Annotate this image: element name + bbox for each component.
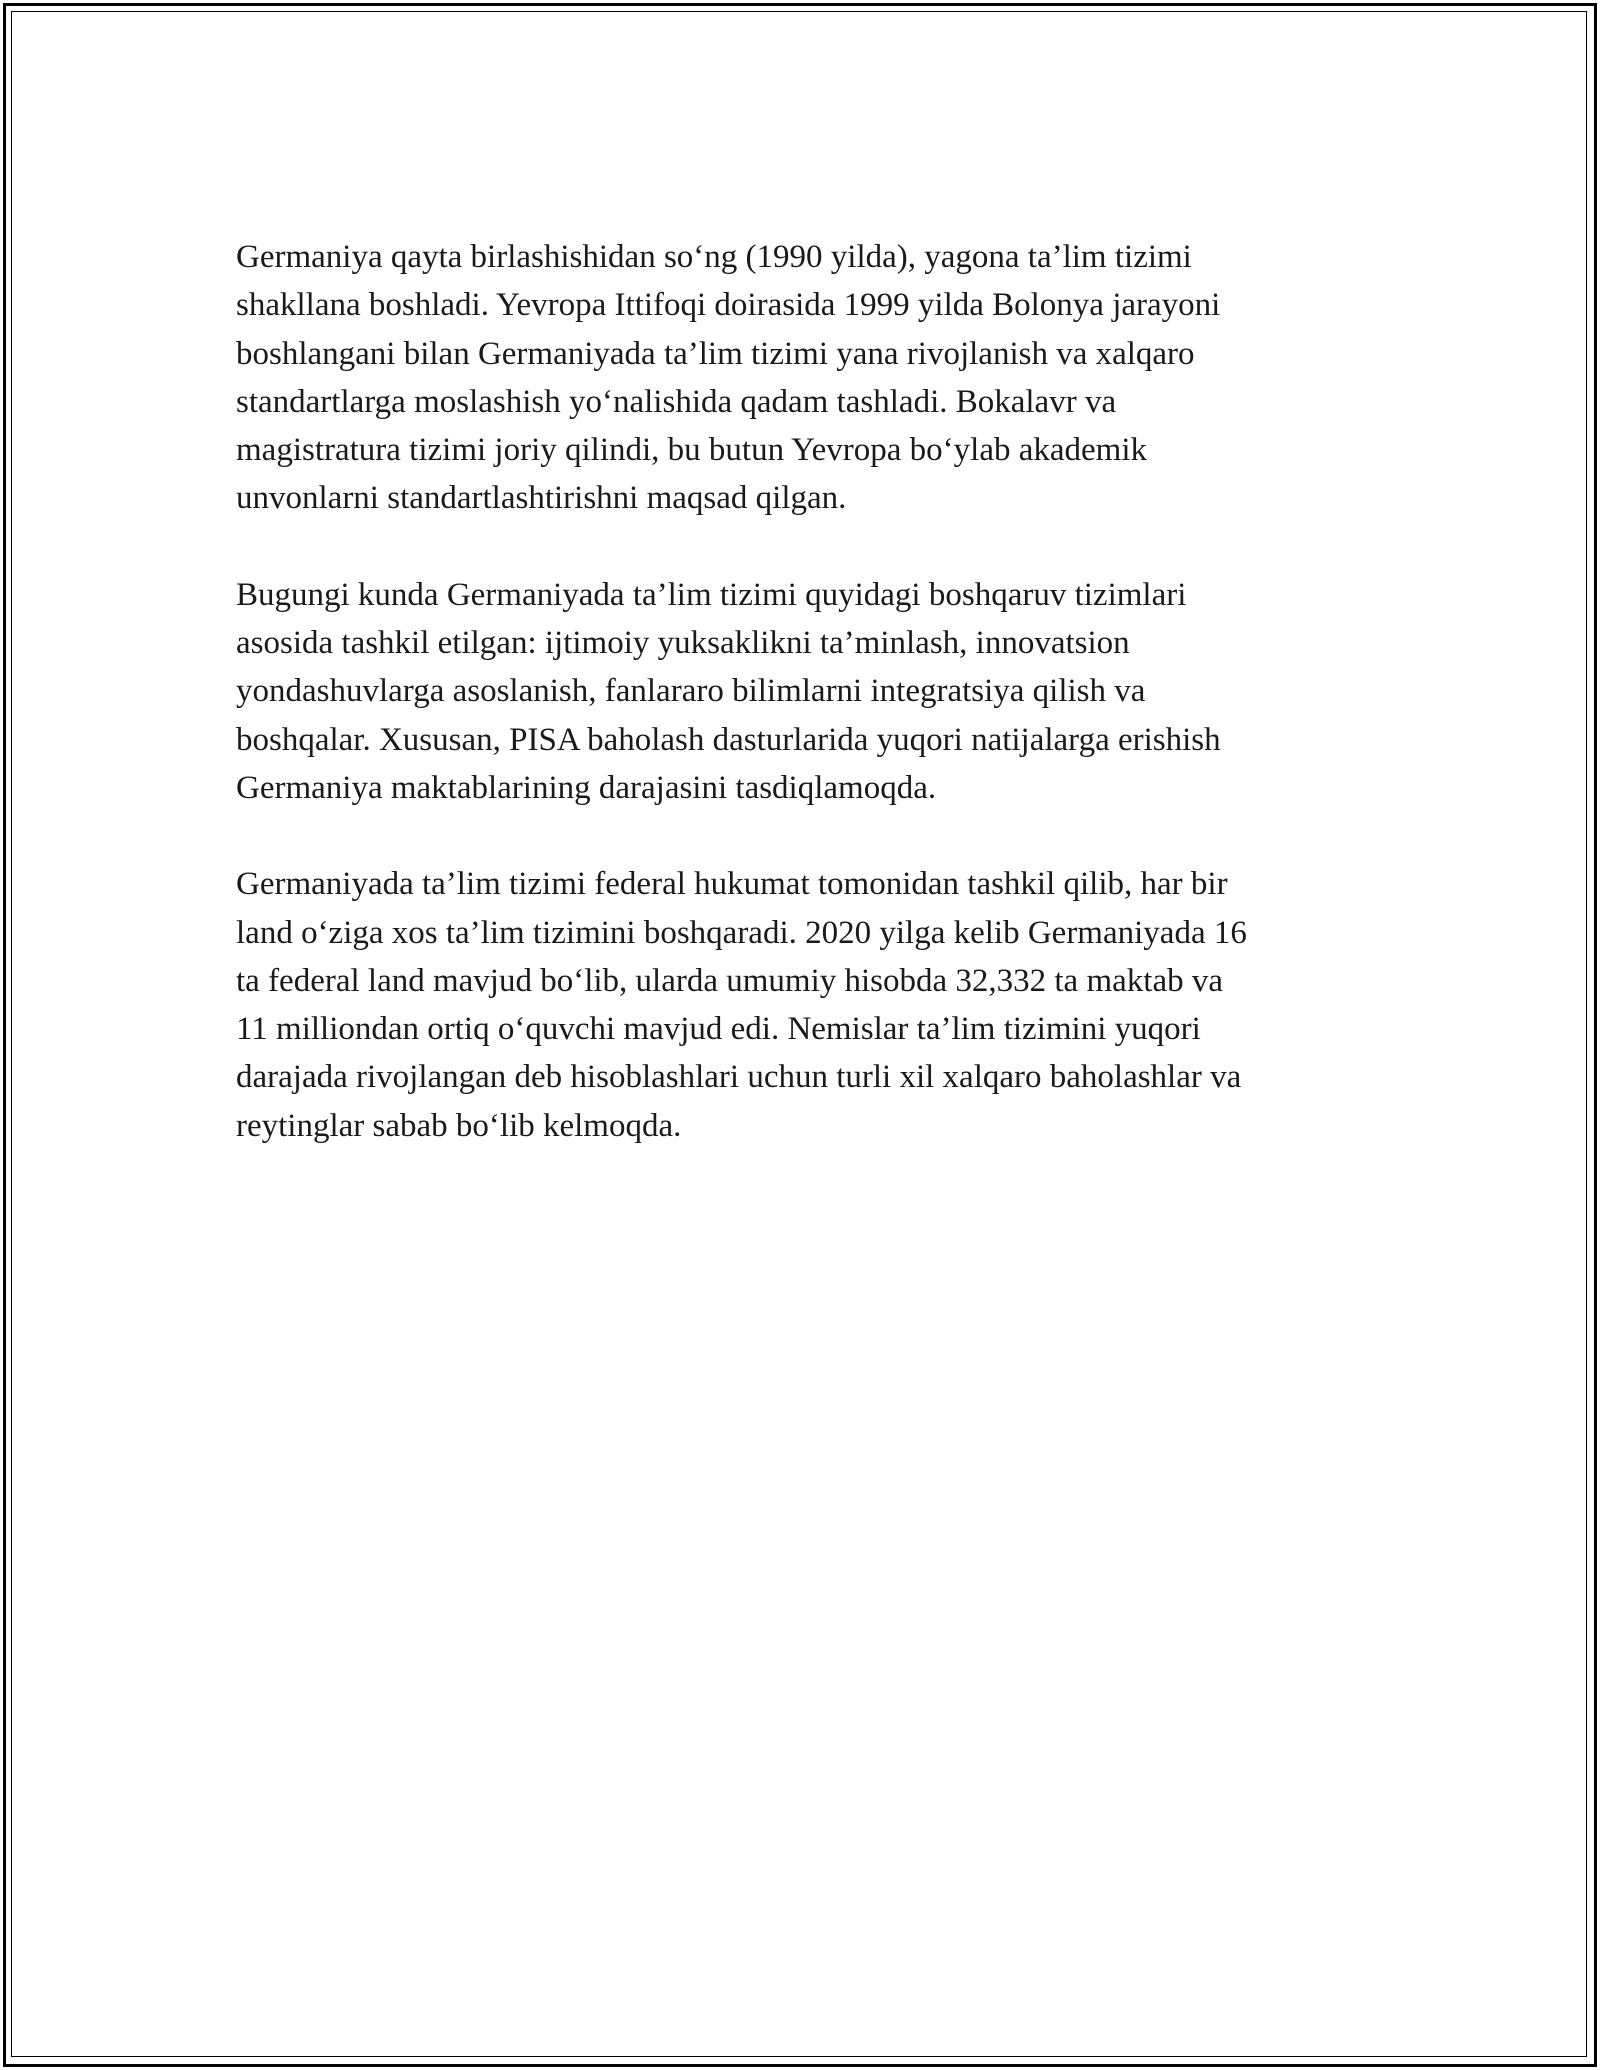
text-line: Germaniyada ta’lim tizimi federal hukumat tomonidan tashkil qilib, har bir (236, 866, 1228, 903)
text-line: Bugungi kunda Germaniyada ta’lim tizimi quyidagi boshqaruv tizimlari (236, 576, 1187, 613)
text-line: ta federal land mavjud bo‘lib, ularda umumiy hisobda 32,332 ta maktab va (236, 962, 1223, 999)
text-line: standartlarga moslashish yo‘nalishida qadam tashladi. Bokalavr va (236, 383, 1117, 420)
paragraph-2 (236, 571, 1386, 812)
text-line: Germaniya qayta birlashishidan so‘ng (1990 yilda), yagona ta’lim tizimi (236, 239, 1192, 275)
text-line: yondashuvlarga asoslanish, fanlararo bilimlarni integratsiya qilish va (236, 673, 1146, 710)
text-line: boshqalar. Xususan, PISA baholash dasturlarida yuqori natijalarga erishish (236, 721, 1221, 758)
text-line: magistratura tizimi joriy qilindi, bu butun Yevropa bo‘ylab akademik (236, 432, 1148, 469)
text-line: reytinglar sabab bo‘lib kelmoqda. (236, 1107, 682, 1144)
text-line: 11 milliondan ortiq o‘quvchi mavjud edi. Nemislar ta’lim tizimini yuqori (236, 1011, 1201, 1048)
document-body (236, 233, 1386, 1198)
paragraph-3 (236, 860, 1386, 1150)
text-line: darajada rivojlangan deb hisoblashlari uchun turli xil xalqaro baholashlar va (236, 1059, 1242, 1096)
text-line: asosida tashkil etilgan: ijtimoiy yuksaklikni ta’minlash, innovatsion (236, 625, 1130, 662)
text-line: shakllana boshladi. Yevropa Ittifoqi doirasida 1999 yilda Bolonya jarayoni (236, 287, 1221, 324)
text-line: unvonlarni standartlashtirishni maqsad qilgan. (236, 480, 847, 517)
text-line: Germaniya maktablarining darajasini tasdiqlamoqda. (236, 769, 937, 806)
text-line: boshlangani bilan Germaniyada ta’lim tizimi yana rivojlanish va xalqaro (236, 335, 1195, 372)
paragraph-1 (236, 233, 1386, 523)
text-line: land o‘ziga xos ta’lim tizimini boshqaradi. 2020 yilga kelib Germaniyada 16 (236, 914, 1247, 951)
